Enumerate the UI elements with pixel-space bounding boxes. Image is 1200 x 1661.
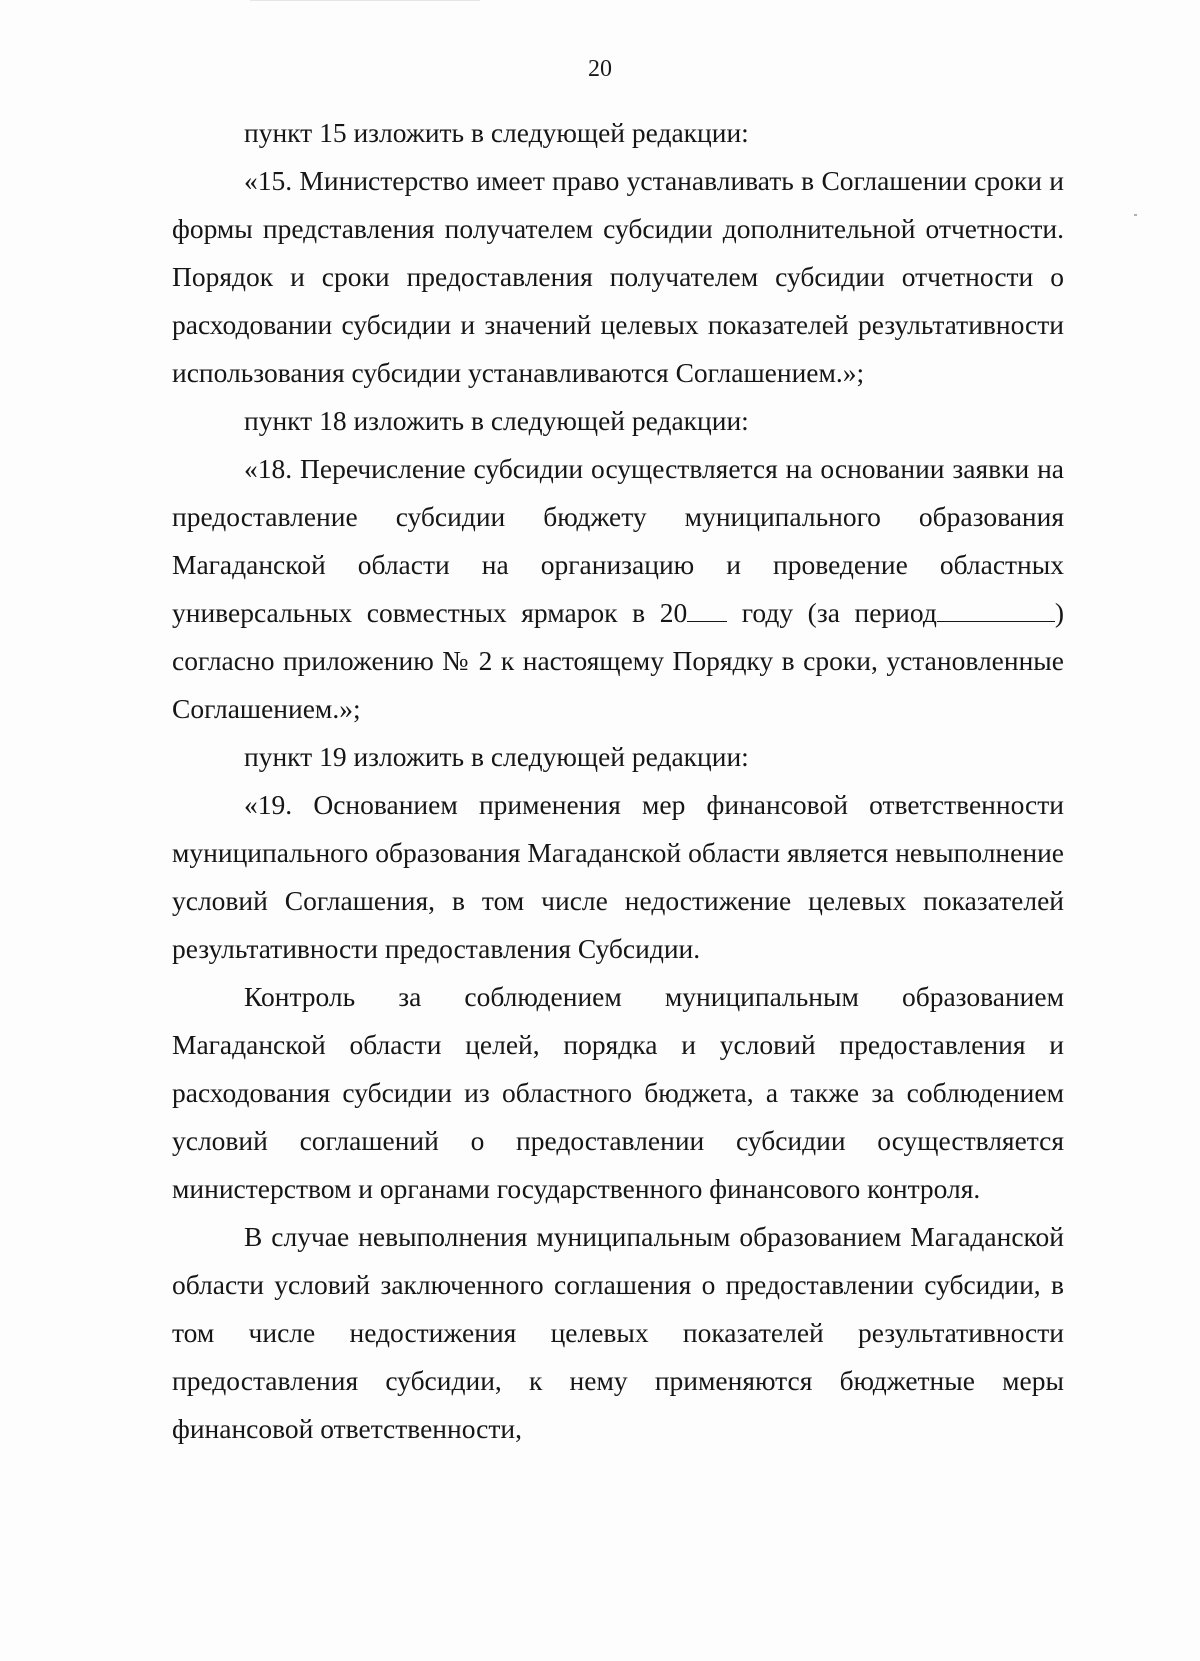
page-number: 20 (588, 56, 612, 82)
paragraph-p15-intro: пункт 15 изложить в следующей редакции: (244, 117, 749, 148)
p18-text-part-b: году (за период (727, 597, 937, 628)
paragraph-failure: В случае невыполнения муниципальным образованием Магаданской области условий заключенного соглашения о предоставлении субсидии, в том числе недостижения целевых показателей результативности предоставления субсидии, к нему применяются бюджетные меры финансовой ответственности, (172, 1221, 1064, 1444)
document-body (172, 109, 1064, 1453)
paragraph-control: Контроль за соблюдением муниципальным образованием Магаданской области целей, порядка и условий предоставления и расходования субсидии из областного бюджета, а также за соблюдением условий соглашений о предоставлении субсидии осуществляется министерством и органами государственного финансового контроля. (172, 981, 1064, 1204)
paragraph-p18-text (172, 445, 1064, 733)
year-blank (687, 599, 727, 622)
paragraph-p15-text: «15. Министерство имеет право устанавливать в Соглашении сроки и формы представления получателем субсидии дополнительной отчетности. Порядок и сроки предоставления получателем субсидии отчетности о расходовании субсидии и значений целевых показателей результативности использования субсидии устанавливаются Соглашением.»; (172, 165, 1064, 388)
paragraph-p18-intro: пункт 18 изложить в следующей редакции: (244, 405, 749, 436)
period-blank (937, 599, 1055, 622)
scan-speck (1134, 214, 1137, 216)
p18-text-part-a: «18. Перечисление субсидии осуществляется на основании заявки на предоставление субсидии бюджету муниципального образования Магаданской области на организацию и проведение областных универсальных совместных ярмарок в 20 (172, 453, 1064, 628)
scan-edge-line (250, 0, 480, 1)
paragraph-p19-intro: пункт 19 изложить в следующей редакции: (244, 741, 749, 772)
paragraph-p19-text: «19. Основанием применения мер финансовой ответственности муниципального образования Магаданской области является невыполнение условий Соглашения, в том числе недостижение целевых показателей результативности предоставления Субсидии. (172, 789, 1064, 964)
p18-text-part-c: ) согласно приложению № 2 к настоящему Порядку в сроки, установленные Соглашением.»; (172, 597, 1065, 724)
